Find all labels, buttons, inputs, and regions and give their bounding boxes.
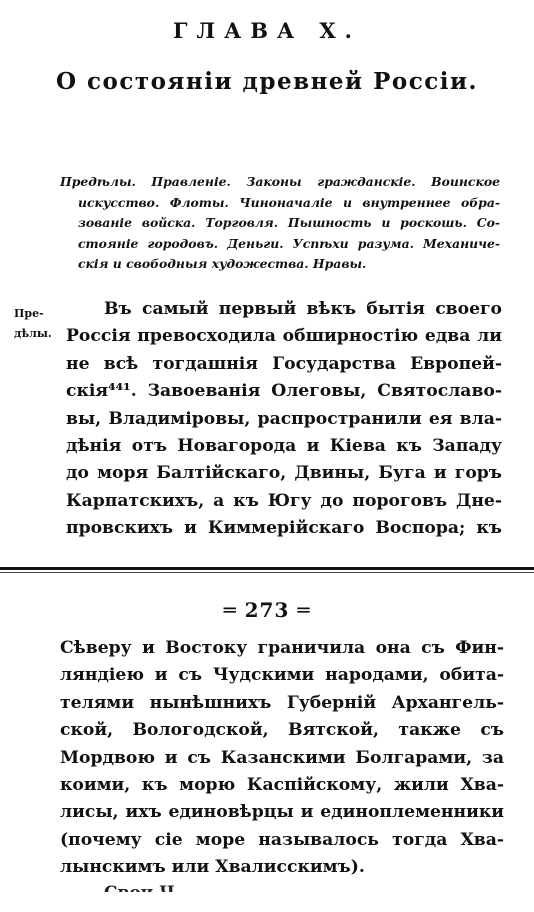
summary-line: искусство. Флоты. Чиноначаліе и внутреннее обра- bbox=[78, 194, 500, 210]
body-paragraph bbox=[60, 635, 504, 882]
text-line: лынскимъ или Хвалисскимъ). bbox=[60, 857, 365, 878]
text-line: вы, Владиміровы, распространили ея вла- bbox=[66, 408, 502, 429]
divider-rule bbox=[0, 572, 534, 573]
summary-line: Предѣлы. Правленіе. Законы гражданскіе. Воинское bbox=[60, 174, 500, 189]
chapter-summary bbox=[60, 172, 500, 275]
text-line: телями нынѣшнихъ Губерній Архангель- bbox=[60, 692, 504, 713]
divider-rule bbox=[0, 567, 534, 570]
text-line: (почему сіе море называлось тогда Хва- bbox=[60, 829, 504, 850]
text-line: Россія превосходила обширностію едва ли bbox=[66, 326, 502, 347]
text-line: дѣнія отъ Новагорода и Кіева къ Западу bbox=[66, 435, 502, 456]
text-line: Мордвою и съ Казанскими Болгарами, за bbox=[60, 747, 504, 768]
margin-note-line: дѣлы. bbox=[14, 327, 52, 340]
summary-line: скія и свободныя художества. Нравы. bbox=[78, 256, 367, 271]
page-number: ═ 273 ═ bbox=[223, 598, 311, 622]
text-line: лисы, ихъ единовѣрцы и единоплеменники bbox=[60, 802, 504, 823]
text-line: Карпатскихъ, а къ Югу до пороговъ Дне- bbox=[66, 490, 502, 511]
page-divider bbox=[0, 566, 534, 574]
text-line: скія⁴⁴¹. Завоеванія Олеговы, Святославо- bbox=[66, 381, 502, 402]
text-line: ской, Вологодской, Вятской, также съ bbox=[60, 720, 504, 741]
text-line: провскихъ и Киммерійскаго Воспора; къ bbox=[66, 518, 502, 539]
margin-note-line: Пре- bbox=[14, 307, 44, 320]
body-paragraph bbox=[66, 296, 502, 543]
text-line: не всѣ тогдашнія Государства Европей- bbox=[66, 353, 502, 374]
text-line: ляндіею и съ Чудскими народами, обита- bbox=[60, 665, 504, 686]
text-line: коими, къ морю Каспійскому, жили Хва- bbox=[60, 774, 504, 795]
text-line: Въ самый первый вѣкъ бытія своего bbox=[104, 299, 502, 319]
chapter-number: ГЛАВА X. bbox=[173, 18, 361, 43]
text-line: Сѣверу и Востоку граничила она съ Фин- bbox=[60, 638, 504, 658]
chapter-title: О состояніи древней Россіи. bbox=[55, 68, 479, 95]
summary-line: зованіе войска. Торговля. Пышность и роскошь. Со- bbox=[78, 215, 500, 230]
margin-note bbox=[14, 304, 64, 344]
summary-line: стояніе городовъ. Деньги. Успѣхи разума. Механиче- bbox=[78, 235, 500, 251]
text-line: до моря Балтійскаго, Двины, Буга и горъ bbox=[66, 463, 502, 484]
